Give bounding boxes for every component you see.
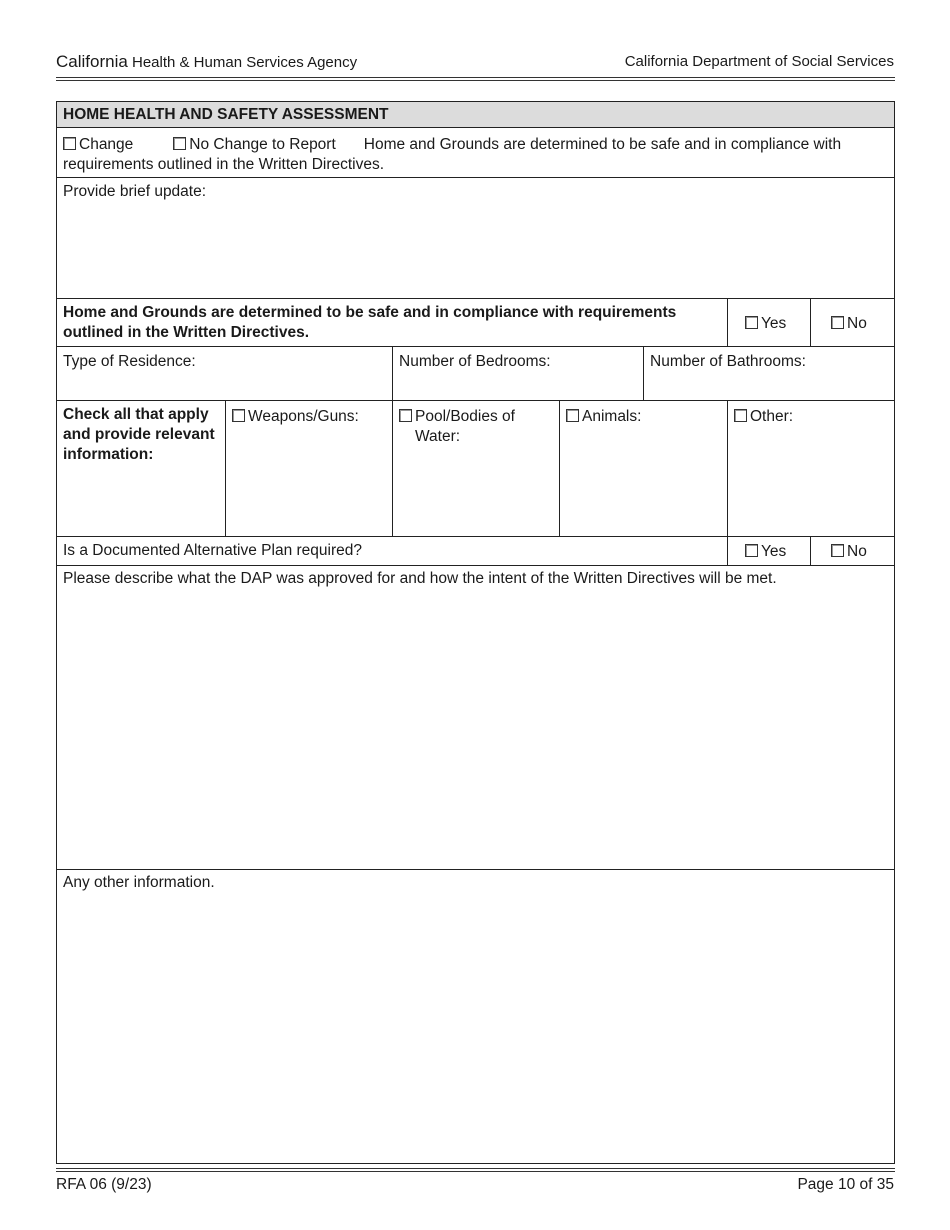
change-cell (57, 128, 894, 177)
dap-describe-label: Please describe what the DAP was approved for and how the intent of the Written Directives will be met. (63, 570, 777, 587)
weapons-option[interactable]: Weapons/Guns: (225, 401, 392, 536)
no-change-checkbox[interactable] (173, 137, 186, 150)
footer-rule-top (56, 1168, 895, 1169)
bedrooms-field[interactable]: Number of Bedrooms: (392, 347, 643, 400)
no-change-option[interactable]: No Change to Report (173, 136, 335, 153)
form-id: RFA 06 (9/23) (56, 1176, 152, 1193)
dap-no-option[interactable]: No (810, 537, 894, 565)
compliance-yes-option[interactable]: Yes (727, 299, 810, 346)
brief-update-label: Provide brief update: (63, 183, 207, 200)
footer-rule-bottom (56, 1171, 895, 1172)
dap-yes-checkbox[interactable] (745, 544, 758, 557)
department-name: California Department of Social Services (624, 53, 894, 70)
animals-option[interactable]: Animals: (559, 401, 727, 536)
change-option[interactable]: Change (63, 136, 133, 153)
other-checkbox[interactable] (734, 409, 747, 422)
weapons-checkbox[interactable] (232, 409, 245, 422)
change-row (57, 128, 894, 178)
page-number: Page 10 of 35 (797, 1176, 894, 1193)
hazards-row (57, 401, 894, 537)
header-rule-bottom (56, 80, 895, 81)
pool-checkbox[interactable] (399, 409, 412, 422)
pool-option[interactable]: Pool/Bodies of Water: (392, 401, 559, 536)
brief-update-row[interactable] (57, 178, 894, 299)
header-rule-top (56, 77, 895, 78)
compliance-question: Home and Grounds are determined to be safe and in compliance with requirements outlined in the Written Directives. (63, 304, 677, 341)
agency-name: California Health & Human Services Agency (56, 52, 358, 71)
dap-yes-option[interactable]: Yes (727, 537, 810, 565)
compliance-row (57, 299, 894, 347)
section-title-row (57, 102, 894, 128)
dap-no-checkbox[interactable] (831, 544, 844, 557)
animals-checkbox[interactable] (566, 409, 579, 422)
change-checkbox[interactable] (63, 137, 76, 150)
assessment-form (56, 101, 895, 1164)
other-info-label: Any other information. (63, 874, 215, 891)
change-statement: Home and Grounds are determined to be safe and in compliance with requirements outlined in the Written Directives. (63, 136, 842, 173)
residence-row (57, 347, 894, 401)
check-all-label: Check all that apply and provide relevant information: (63, 406, 215, 463)
dap-row (57, 537, 894, 566)
section-title: HOME HEALTH AND SAFETY ASSESSMENT (63, 106, 389, 123)
compliance-no-option[interactable]: No (810, 299, 894, 346)
compliance-no-checkbox[interactable] (831, 316, 844, 329)
other-option[interactable]: Other: (727, 401, 894, 536)
residence-type-field[interactable]: Type of Residence: (63, 353, 196, 370)
bathrooms-field[interactable]: Number of Bathrooms: (643, 347, 894, 400)
dap-question: Is a Documented Alternative Plan required? (63, 542, 362, 559)
compliance-yes-checkbox[interactable] (745, 316, 758, 329)
page-header (56, 52, 894, 74)
other-info-row[interactable] (57, 870, 894, 1163)
dap-describe-row[interactable] (57, 566, 894, 870)
